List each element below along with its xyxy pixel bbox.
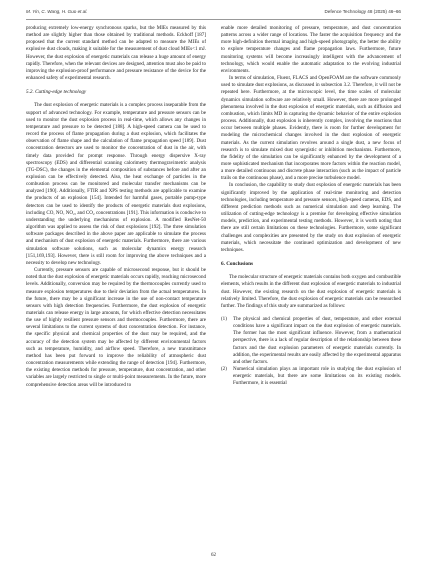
body-paragraph: In conclusion, the capability to study dust explosion of energetic materials has been significantly improved by the application of real-time monitoring and detection technologies, including temperature and pressure sensors, high-speed cameras, EDS, and different prediction methods such as numerical simulation and deep learning. The utilization of cutting-edge technology is a premise for developing effective simulation models, prediction, and experimental testing methods. However, it is worth noting that there are still certain limitations on these technologies. Furthermore, some significant challenges and complexities are presented by the study on dust explosion of energetic materials, which necessitate the continued optimization and development of new techniques.: [221, 182, 401, 253]
body-paragraph: The dust explosion of energetic materials is a complex process inseparable from the support of advanced technology. For example, temperature and pressure sensors can be used to monitor the dust explosion process in real-time, which allows any changes in temperature and pressure to be detected [188]. A high-speed camera can be used to record the process of flame propagation during a dust explosion, which facilitates the observation of flame shape and the calculation of flame propagation speed [189]. Dust concentration detectors are used to monitor the concentration of dust in the air, with timely data provided for prompt response. Through energy dispersive X-ray spectroscopy (EDS) and differential scanning calorimetry thermogravimetric analysis (TG-DSC), the changes in the elemental composition of substances before and after an explosion can be effectively detected. Also, the heat exchange of particles in the combustion process can be monitored and molecular transfer mechanisms can be analyzed [190]. Additionally, FTIR and XPS testing methods are applicable to examine the products of an explosion [154]. Intended for harmful gases, portable pump-type detectors can be used to identify the products of energetic materials dust explosions, including CO, NO, NO₂, and CO₂ concentrations [191]. This information is conducive to understanding the underlying mechanisms of explosion. A modified ResNet-50 algorithm was applied to assess the risk of dust explosions [192]. The three simulation software packages described in the above paper are applicable to simulate the process and mechanism of dust explosion of energetic materials. Furthermore, there are various simulation software solutions, such as molecular dynamics energy research [151,169,193]. However, there is still room for improving the above techniques and a necessity to develop new technology.: [26, 102, 206, 266]
list-item: [221, 316, 401, 366]
list-item-text: Numerical simulation plays an important role in studying the dust explosion of energetic materials, but there are some limitations on its existing models. Furthermore, it is essential: [233, 366, 401, 387]
continued-paragraph: producing extremely low-energy synchronous sparks, but the MIEs measured by this method are slightly higher than those obtained by traditional methods. Eckhoff [187] proposed that the current standard method can be adapted to measure the MIEs of explosive dust clouds, making it suitable for the measurement of dust cloud MIEs<1 mJ. However, the dust explosion of energetic materials can release a huge amount of energy rapidly. Therefore, when the relevant devices are designed, attention must also be paid to improving the explosion-proof performance and pressure resistance of the device for the enhanced safety of experimental research.: [26, 25, 206, 82]
conclusions-list: [221, 316, 401, 388]
page-number: 62: [211, 553, 216, 558]
body-paragraph: Currently, pressure sensors are capable of microsecond response, but it should be noted that the dust explosion of energetic materials occurs rapidly, reaching microsecond levels. Additionally, conversion may be required by the thermocouples currently used to measure explosion temperatures due to their deviation from the actual temperatures. In the future, there may be a significant increase in the use of non-contact temperature sensors with high detection frequencies. Furthermore, the dust explosion of energetic materials can release energy in large amounts, for which effective detection necessitates the use of highly resilient pressure sensors and thermocouples. Furthermore, there are several limitations to the current systems of dust concentration detection. For instance, the specific physical and chemical properties of the dust may be required, and the accuracy of the detection system may be affected by different environmental factors such as temperature, humidity, and airflow speed. Therefore, a new transmittance method has been put forward to improve the reliability of atmospheric dust concentration measurements while extending the range of detection [194]. Furthermore, the existing detection methods for pressure, temperature, dust concentration, and other variables are largely restricted to single or multi-point measurements. In the future, more comprehensive detection areas will be introduced to: [26, 267, 206, 388]
section-heading-cutting-edge: 5.2. Cutting-edge technology: [26, 89, 87, 96]
list-item-number: (1): [221, 315, 227, 322]
body-paragraph: The molecular structure of energetic materials contains both oxygen and combustible elements, which results in the different dust explosion of energetic materials to industrial dust. However, the existing research on the dust explosion of energetic materials is relatively limited. Therefore, the dust explosion of energetic materials can be researched further. The findings of this study are summarized as follows:: [221, 274, 401, 309]
continued-paragraph: enable more detailed monitoring of pressure, temperature, and dust concentration patterns across a wider range of locations. The faster the acquisition frequency and the more high-definition thermal imaging and high-speed photography, the better the ability to explore temperature changes and flame propagation laws. Furthermore, future monitoring systems will become increasingly intelligent with the advancement of technology, which would enable the automatic adaptation to the evolving industrial environments.: [221, 25, 401, 74]
running-head-authors: M. Yin, C. Wang, H. Guo et al.: [26, 9, 88, 14]
list-item: [221, 366, 401, 387]
running-head-journal-link[interactable]: Defence Technology 48 (2025) 46–66: [324, 9, 401, 14]
header-divider: [26, 19, 401, 20]
body-paragraph: In terms of simulation, Fluent, FLACS and OpenFOAM are the software commonly used to simulate dust explosions, as discussed in subsection 3.2. Therefore, it will not be repeated here. Furthermore, at the microscopic level, the time scales of molecular dynamics simulation software are relatively small. However, there are more prolonged phenomena involved in the dust explosion of energetic materials, such as diffusion and combustion, which limits MD in capturing the dynamic behavior of the entire explosion process. Additionally, dust explosion is inherently complex, involving the reactions that occur between multiple phases. Evidently, there is room for further development for modeling the microchemical changes involved in the dust explosion of energetic materials. As the current simulation revolves around a single dust, a new focus of research is to simulate mixed dust synergistic or inhibition mechanisms. Furthermore, the fidelity of the simulation can be significantly enhanced by the development of a more sophisticated mechanism that incorporates more factors within the reaction model, a more detailed continuous and discrete phase interaction (such as the impact of particle trails on the continuous phase), and a more precise turbulence model.: [221, 75, 401, 182]
section-heading-conclusions: 6. Conclusions: [221, 261, 253, 267]
running-head: [26, 9, 401, 19]
list-item-number: (2): [221, 366, 227, 373]
right-column: [221, 25, 401, 540]
left-column: [26, 25, 206, 540]
list-item-text: The physical and chemical properties of dust, temperature, and other external conditions have a significant impact on the dust explosion of energetic materials. The former has the most significant influence. However, from a mathematical perspective, there is a lack of regular description of the relationship between these factors and the dust explosion parameters of energetic materials currently. In addition, the experimental results are easily affected by the experimental apparatus and other factors.: [233, 315, 401, 365]
